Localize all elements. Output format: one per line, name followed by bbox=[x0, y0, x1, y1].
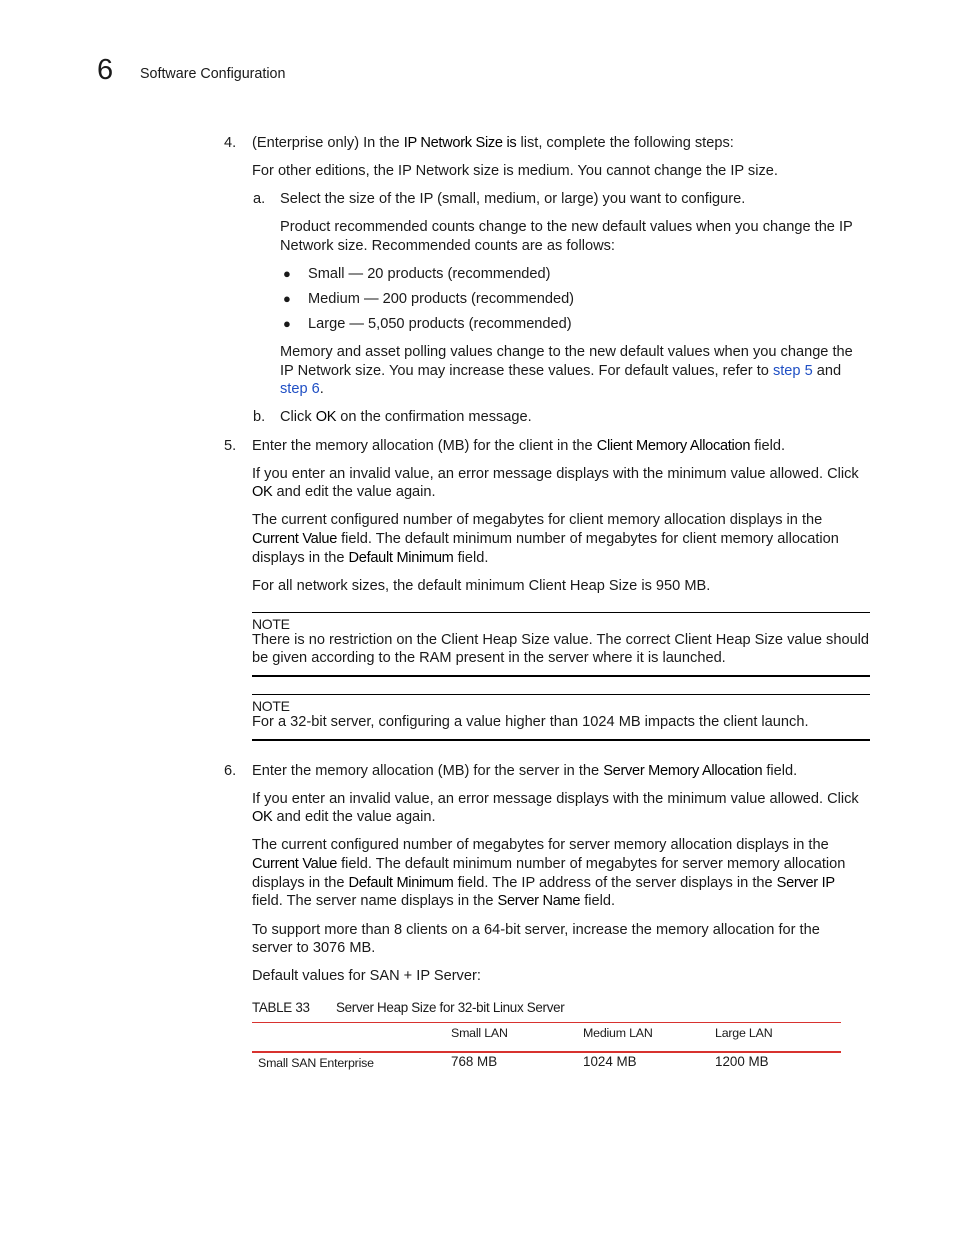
step-5-p1-line2: OK and edit the value again. bbox=[252, 484, 436, 500]
step-6-p1-line2: OK and edit the value again. bbox=[252, 809, 436, 825]
table-label: TABLE 33 bbox=[252, 1000, 310, 1015]
note-top-rule bbox=[252, 694, 870, 695]
table-header-cell: Large LAN bbox=[715, 1026, 773, 1040]
note-top-rule bbox=[252, 612, 870, 613]
ui-ok: OK bbox=[252, 484, 273, 500]
substep-a-para1-line1: Product recommended counts change to the new default values when you change the IP bbox=[280, 219, 853, 235]
bullet-dot: ● bbox=[283, 266, 291, 281]
step-4-number: 4. bbox=[224, 135, 237, 151]
note-title: NOTE bbox=[252, 616, 290, 632]
table-cell: 1024 MB bbox=[583, 1054, 637, 1069]
step-5-p2-line2: Current Value field. The default minimum number of megabytes for client memory allocation bbox=[252, 531, 839, 547]
step-5-p2-line1: The current configured number of megabytes for client memory allocation displays in the bbox=[252, 512, 823, 528]
table-row-header: Small SAN Enterprise bbox=[258, 1056, 374, 1070]
bullet-item: Small — 20 products (recommended) bbox=[308, 266, 551, 282]
note-1-line2: be given according to the RAM present in the server where it is launched. bbox=[252, 650, 726, 666]
table-header-rule bbox=[252, 1051, 841, 1053]
step-6-number: 6. bbox=[224, 763, 237, 779]
ui-ok: OK bbox=[315, 409, 337, 425]
step-6-p3-line2: server to 3076 MB. bbox=[252, 940, 376, 956]
substep-a-para2-line1: Memory and asset polling values change to the new default values when you change the bbox=[280, 344, 853, 360]
link-step-5[interactable]: step 5 bbox=[772, 363, 813, 379]
step-4-text: (Enterprise only) In the IP Network Size is list, complete the following steps: bbox=[252, 135, 734, 151]
step-6-p2-line4: field. The server name displays in the Server Name field. bbox=[252, 893, 616, 909]
substep-b-text: Click OK on the confirmation message. bbox=[280, 409, 532, 425]
step-6-p2-line1: The current configured number of megabytes for server memory allocation displays in the bbox=[252, 837, 829, 853]
substep-a-para1-line2: Network size. Recommended counts are as follows: bbox=[280, 238, 615, 254]
table-caption: Server Heap Size for 32-bit Linux Server bbox=[336, 1000, 565, 1015]
chapter-title: Software Configuration bbox=[140, 66, 286, 82]
substep-a-text: Select the size of the IP (small, medium, or large) you want to configure. bbox=[280, 191, 746, 207]
step-6-p3-line1: To support more than 8 clients on a 64-bit server, increase the memory allocation for the bbox=[252, 922, 820, 938]
note-1-line1: There is no restriction on the Client Heap Size value. The correct Client Heap Size value should bbox=[252, 632, 870, 648]
ui-client-memory-allocation: Client Memory Allocation bbox=[596, 438, 751, 454]
substep-a-para2-line3: step 6. bbox=[280, 381, 324, 397]
step-5-text: Enter the memory allocation (MB) for the client in the Client Memory Allocation field. bbox=[252, 438, 786, 454]
note-bottom-rule bbox=[252, 739, 870, 741]
ui-default-minimum: Default Minimum bbox=[348, 550, 454, 566]
step-4-note: For other editions, the IP Network size is medium. You cannot change the IP size. bbox=[252, 163, 778, 179]
note-title: NOTE bbox=[252, 698, 290, 714]
substep-a-label: a. bbox=[253, 191, 266, 207]
step-5-p1-line1: If you enter an invalid value, an error message displays with the minimum value allowed. Click bbox=[252, 466, 859, 482]
step-6-p2-line3: displays in the Default Minimum field. The IP address of the server displays in the Server IP bbox=[252, 875, 835, 891]
step-5-p3: For all network sizes, the default minimum Client Heap Size is 950 MB. bbox=[252, 578, 711, 594]
bullet-item: Large — 5,050 products (recommended) bbox=[308, 316, 572, 332]
ui-server-name: Server Name bbox=[497, 893, 581, 909]
ui-server-memory-allocation: Server Memory Allocation bbox=[603, 763, 763, 779]
step-6-p2-line2: Current Value field. The default minimum number of megabytes for server memory allocation bbox=[252, 856, 846, 872]
table-header-cell: Small LAN bbox=[451, 1026, 508, 1040]
substep-b-label: b. bbox=[253, 409, 266, 425]
bullet-dot: ● bbox=[283, 316, 291, 331]
step-5-p2-line3: displays in the Default Minimum field. bbox=[252, 550, 489, 566]
note-bottom-rule bbox=[252, 675, 870, 677]
chapter-number: 6 bbox=[97, 54, 114, 86]
ui-ip-network-size: IP Network Size is bbox=[403, 135, 517, 151]
table-cell: 1200 MB bbox=[715, 1054, 769, 1069]
table-header-cell: Medium LAN bbox=[583, 1026, 653, 1040]
note-2-line1: For a 32-bit server, configuring a value higher than 1024 MB impacts the client launch. bbox=[252, 714, 809, 730]
ui-ok: OK bbox=[252, 809, 273, 825]
step-6-p4: Default values for SAN + IP Server: bbox=[252, 968, 481, 984]
substep-a-para2-line2: IP Network size. You may increase these values. For default values, refer to step 5 and bbox=[280, 363, 842, 379]
bullet-dot: ● bbox=[283, 291, 291, 306]
table-cell: 768 MB bbox=[451, 1054, 498, 1069]
step-6-text: Enter the memory allocation (MB) for the server in the Server Memory Allocation field. bbox=[252, 763, 798, 779]
ui-default-minimum: Default Minimum bbox=[348, 875, 454, 891]
link-step-6[interactable]: step 6 bbox=[280, 381, 320, 397]
step-5-number: 5. bbox=[224, 438, 237, 454]
table-top-rule bbox=[252, 1022, 841, 1023]
bullet-item: Medium — 200 products (recommended) bbox=[308, 291, 575, 307]
ui-server-ip: Server IP bbox=[776, 875, 835, 891]
step-6-p1-line1: If you enter an invalid value, an error message displays with the minimum value allowed. Click bbox=[252, 791, 859, 807]
ui-current-value: Current Value bbox=[252, 531, 338, 547]
ui-current-value: Current Value bbox=[252, 856, 338, 872]
